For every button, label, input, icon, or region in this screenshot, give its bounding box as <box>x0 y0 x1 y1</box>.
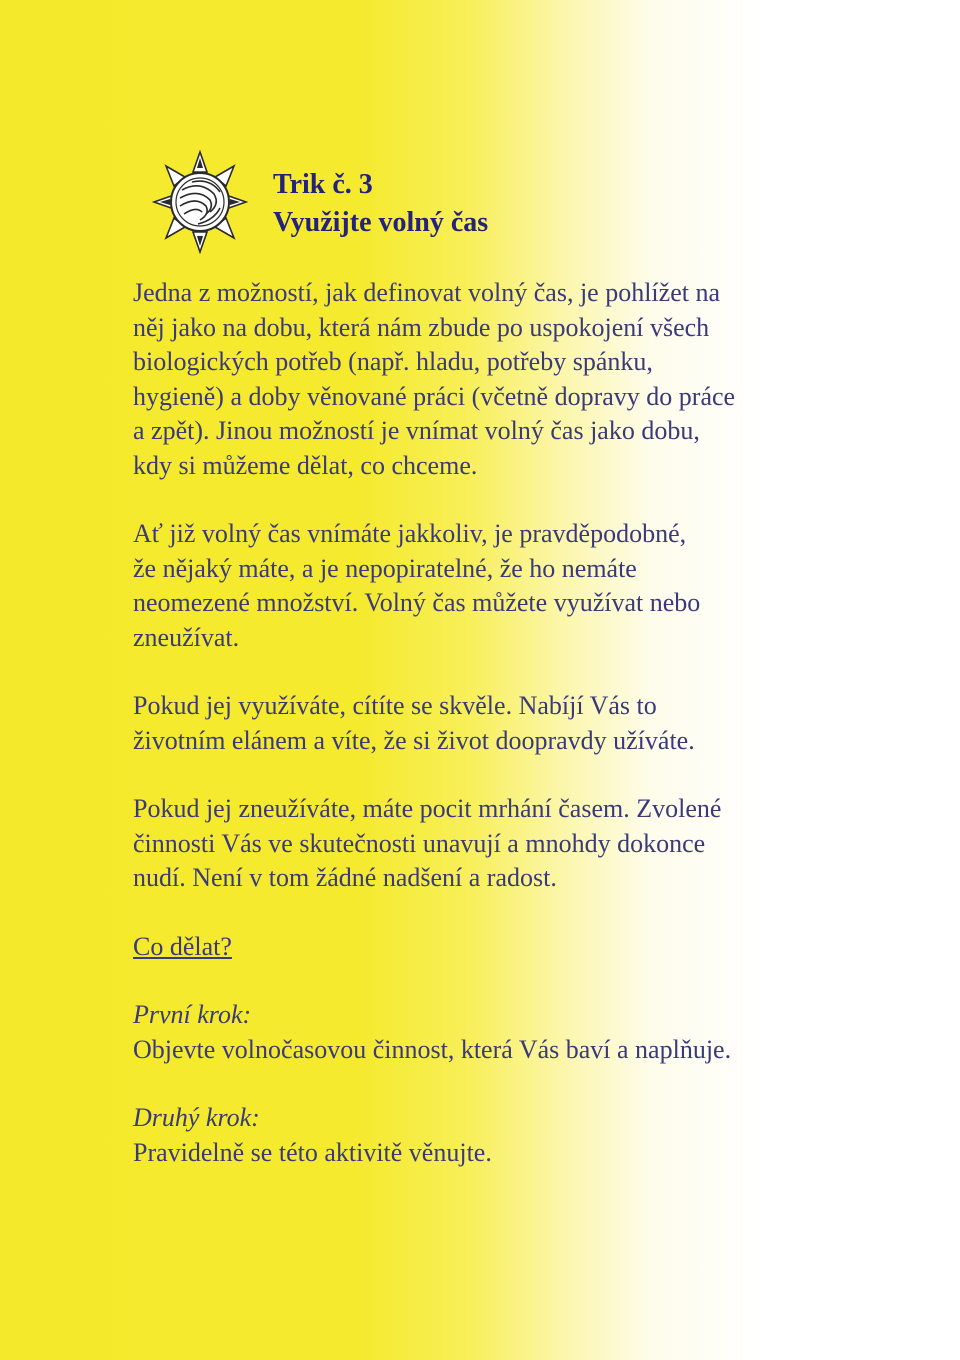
text-line: kdy si můžeme dělat, co chceme. <box>133 450 478 480</box>
text-line: biologických potřeb (např. hladu, potřeby spánku, <box>133 347 653 376</box>
step-text: Objevte volnočasovou činnost, která Vás baví a naplňuje. <box>133 1034 732 1064</box>
step-text: Pravidelně se této aktivitě věnujte. <box>133 1137 492 1167</box>
text-line: Jedna z možností, jak definovat volný čas, je pohlížet na <box>133 278 720 307</box>
text-line: činnosti Vás ve skutečnosti unavují a mnohdy dokonce <box>133 828 706 858</box>
text-line: něj jako na dobu, která nám zbude po uspokojení všech <box>133 312 710 342</box>
paragraph-abuse <box>133 792 943 896</box>
title-line-1: Trik č. 3 <box>273 169 373 200</box>
text-line: a zpět). Jinou možností je vnímat volný čas jako dobu, <box>133 416 700 445</box>
text-line: Pokud jej využíváte, cítíte se skvěle. Nabíjí Vás to <box>133 691 657 720</box>
question-text: Co dělat? <box>133 931 232 961</box>
text-line: Ať již volný čas vnímáte jakkoliv, je pravděpodobné, <box>133 519 687 548</box>
text-line: zneužívat. <box>133 622 240 652</box>
step-second <box>133 1101 943 1170</box>
title-line-2: Využijte volný čas <box>273 207 489 238</box>
question-heading <box>133 930 943 965</box>
text-line: neomezené množství. Volný čas můžete využívat nebo <box>133 588 701 617</box>
step-first <box>133 998 943 1067</box>
text-line: hygieně) a doby věnované práci (včetně dopravy do práce <box>133 381 736 411</box>
page-title <box>273 166 488 242</box>
article-body <box>133 276 943 1204</box>
paragraph-use <box>133 689 943 758</box>
text-line: nudí. Není v tom žádné nadšení a radost. <box>133 863 557 892</box>
text-line: Pokud jej zneužíváte, máte pocit mrhání časem. Zvolené <box>133 794 722 823</box>
text-line: že nějaký máte, a je nepopiratelné, že ho nemáte <box>133 553 637 583</box>
paragraph-definition <box>133 276 943 483</box>
step-label: Druhý krok: <box>133 1103 260 1132</box>
text-line: životním elánem a víte, že si život doopravdy užíváte. <box>133 725 695 755</box>
step-label: První krok: <box>133 1000 252 1029</box>
paragraph-use-or-abuse <box>133 517 943 655</box>
sun-icon <box>152 150 248 254</box>
